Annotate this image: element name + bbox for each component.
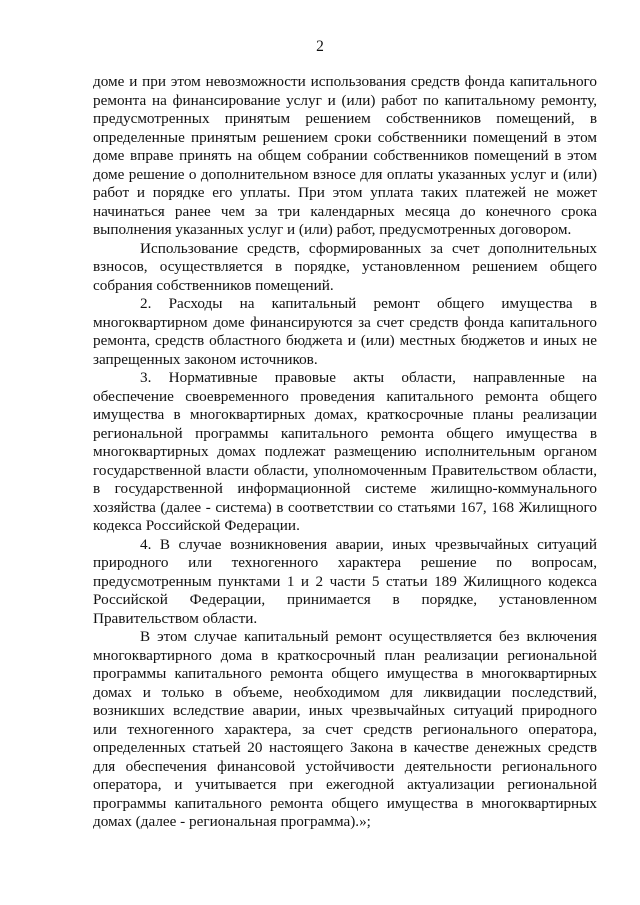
document-body: [93, 73, 597, 832]
paragraph-additional-contributions: Использование средств, сформированных за счет дополнительных взносов, осуществляется в порядке, установленном решением общего собрания собственников помещений.: [93, 239, 597, 294]
paragraph-continuation: доме и при этом невозможности использования средств фонда капитального ремонта на финансирование услуг и (или) работ по капитальному ремонту, предусмотренных принятым решением собственников помещений, в определенные принятым решением сроки собственники помещений в этом доме вправе принять на общем собрании собственников помещений в этом доме решение о дополнительном взносе для оплаты указанных услуг и (или) работ и порядке его уплаты. При этом уплата таких платежей не может начинаться ранее чем за три календарных месяца до конечного срока выполнения указанных услуг и (или) работ, предусмотренных договором.: [93, 73, 597, 238]
paragraph-item-2: 2. Расходы на капитальный ремонт общего имущества в многоквартирном доме финансируются за счет средств фонда капитального ремонта, средств областного бюджета и (или) местных бюджетов и иных не запрещенных законом источников.: [93, 295, 597, 368]
paragraph-emergency-repair: В этом случае капитальный ремонт осуществляется без включения многоквартирного дома в краткосрочный план реализации региональной программы капитального ремонта общего имущества в многоквартирных домах и только в объеме, необходимом для ликвидации последствий, возникших вследствие аварии, иных чрезвычайных ситуаций природного или техногенного характера, за счет средств регионального оператора, определенных статьей 20 настоящего Закона в качестве денежных средств для обеспечения финансовой устойчивости деятельности регионального оператора, и учитывается при ежегодной актуализации региональной программы капитального ремонта общего имущества в многоквартирных домах (далее - региональная программа).»;: [93, 628, 597, 830]
paragraph-item-3: 3. Нормативные правовые акты области, направленные на обеспечение своевременного проведения капитального ремонта общего имущества в многоквартирных домах, краткосрочные планы реализации региональной программы капитального ремонта общего имущества в многоквартирных домах подлежат размещению исполнительным органом государственной власти области, уполномоченным Правительством области, в государственной информационной системе жилищно-коммунального хозяйства (далее - система) в соответствии со статьями 167, 168 Жилищного кодекса Российской Федерации.: [93, 369, 597, 534]
page-number: 2: [316, 38, 324, 55]
paragraph-item-4: 4. В случае возникновения аварии, иных чрезвычайных ситуаций природного или техногенного характера решение по вопросам, предусмотренным пунктами 1 и 2 части 5 статьи 189 Жилищного кодекса Российской Федерации, принимается в порядке, установленном Правительством области.: [93, 535, 597, 627]
